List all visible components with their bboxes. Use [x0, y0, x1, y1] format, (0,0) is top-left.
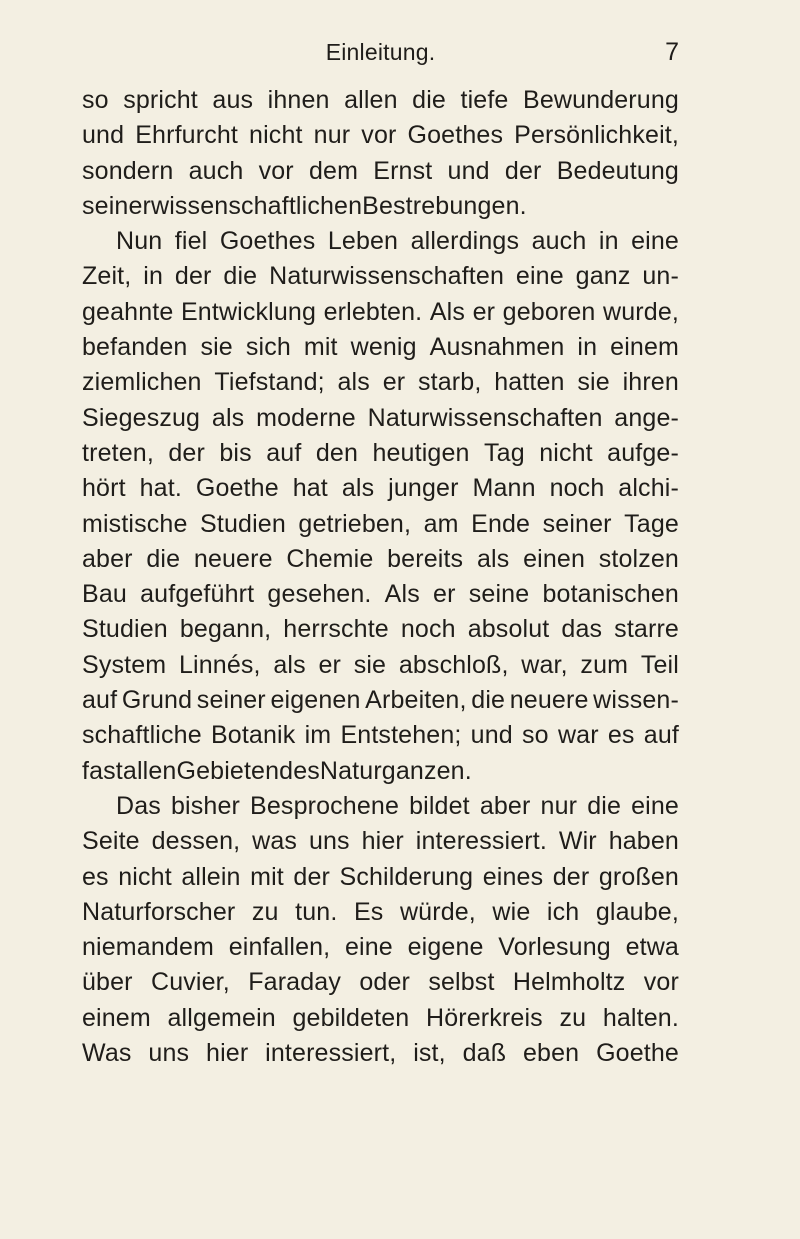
word: Goethe	[195, 474, 279, 503]
word: geahnte	[82, 297, 174, 326]
word: Studien	[200, 509, 286, 538]
text-line	[82, 330, 679, 365]
word: war	[557, 721, 599, 750]
word: glaube,	[595, 897, 679, 926]
word: ziemlichen	[82, 368, 202, 397]
word: eine	[631, 791, 679, 820]
word: wie	[492, 897, 531, 926]
word: eigenen	[270, 686, 361, 715]
word: Zeit,	[82, 262, 132, 291]
word: Persönlichkeit,	[514, 121, 679, 150]
word: im	[304, 721, 332, 750]
word: heutigen	[372, 438, 470, 467]
word: als	[273, 650, 306, 679]
word: eine	[515, 262, 564, 291]
word: mit	[250, 862, 284, 891]
word: abschloß,	[398, 650, 509, 679]
text-line	[82, 118, 679, 153]
word: tun.	[295, 897, 338, 926]
word: Botanik	[210, 721, 296, 750]
text-line	[82, 542, 679, 577]
word: die	[223, 262, 258, 291]
word: als	[476, 544, 510, 573]
word: seiner	[542, 509, 612, 538]
word: selbst	[428, 968, 495, 997]
word: fast	[82, 756, 123, 785]
word: daß	[462, 1039, 507, 1068]
word: hat.	[139, 474, 182, 503]
text-line	[82, 1001, 679, 1036]
word: Nun	[116, 227, 163, 256]
word: seine	[468, 580, 530, 609]
word: der	[293, 862, 330, 891]
word: allerdings	[410, 227, 520, 256]
text-line	[82, 754, 679, 789]
word: aber	[82, 544, 133, 573]
word: Entstehen;	[340, 721, 462, 750]
word: junger	[388, 474, 459, 503]
word: Tiefstand;	[214, 368, 325, 397]
word: Schilderung	[339, 862, 474, 891]
text-line	[82, 648, 679, 683]
word: Gebieten	[176, 756, 280, 785]
word: aufge-	[607, 438, 679, 467]
word: eigene	[407, 933, 484, 962]
word: Als	[384, 580, 420, 609]
word: spricht	[123, 86, 198, 114]
word: den	[315, 438, 359, 467]
word: Wir	[558, 827, 597, 856]
word: Vorlesung	[498, 933, 611, 962]
word: eines	[482, 862, 544, 891]
word: begann,	[179, 615, 272, 644]
word: die	[587, 791, 621, 820]
text-line	[82, 789, 679, 824]
word: Es	[353, 897, 384, 926]
word: der	[552, 862, 590, 891]
word: Hörerkreis	[426, 1003, 543, 1032]
word: vor	[258, 156, 294, 185]
word: einem	[610, 333, 679, 362]
word: hört	[82, 474, 126, 503]
word: mistische	[82, 509, 188, 538]
word: nicht	[249, 121, 303, 150]
word: so	[522, 721, 549, 750]
running-title: Einleitung.	[325, 39, 436, 65]
word: er	[433, 580, 456, 609]
word: eine	[345, 933, 393, 962]
word: oder	[359, 968, 410, 997]
word: Studien	[82, 615, 168, 644]
word: treten,	[82, 438, 154, 467]
word: Das	[116, 791, 161, 820]
word: Besprochene	[250, 791, 400, 820]
word: seiner	[196, 686, 266, 715]
word: dessen,	[151, 827, 241, 856]
word: Faraday	[248, 968, 341, 997]
text-line	[82, 401, 679, 436]
word: hier	[361, 827, 404, 856]
word: moderne	[256, 403, 356, 432]
word: nicht	[118, 862, 172, 891]
word: und	[82, 121, 125, 150]
text-line	[82, 471, 679, 506]
word: uns	[308, 827, 350, 856]
text-line	[82, 295, 679, 330]
word: erlebten.	[323, 297, 423, 326]
text-line	[82, 189, 679, 224]
word: auf	[266, 438, 302, 467]
word: allgemein	[167, 1003, 276, 1032]
word: uns	[148, 1039, 190, 1068]
word: auch	[531, 227, 587, 256]
text-line	[82, 718, 679, 753]
word: ganz	[575, 262, 631, 291]
word: neuere	[509, 686, 589, 715]
word: einen	[523, 544, 585, 573]
word: auch	[188, 156, 244, 185]
word: fiel	[174, 227, 208, 256]
word: Chemie	[286, 544, 374, 573]
word: sich	[245, 333, 291, 362]
text-line	[82, 365, 679, 400]
word: neuere	[193, 544, 273, 573]
word: getrieben,	[298, 509, 412, 538]
text-line	[82, 965, 679, 1000]
word: sie	[200, 333, 233, 362]
word: zu	[251, 897, 279, 926]
text-line	[82, 507, 679, 542]
text-line	[82, 436, 679, 471]
word: bereits	[387, 544, 464, 573]
word: Ernst	[373, 156, 433, 185]
word: Leben	[327, 227, 399, 256]
word: System	[82, 650, 167, 679]
word: Teil	[640, 650, 679, 679]
page-number: 7	[665, 38, 679, 66]
word: wissenschaftlichen	[151, 191, 363, 220]
word: gebildeten	[292, 1003, 410, 1032]
text-line	[82, 612, 679, 647]
word: Goethe	[596, 1039, 679, 1068]
word: Ausnahmen	[429, 333, 565, 362]
word: aber	[479, 791, 531, 820]
text-line	[82, 930, 679, 965]
word: großen	[598, 862, 679, 891]
word: Was	[82, 1039, 132, 1068]
word: allen	[344, 86, 398, 114]
word: nur	[313, 121, 351, 150]
word: Tage	[624, 509, 679, 538]
word: starre	[614, 615, 679, 644]
word: aus	[212, 86, 254, 114]
word: un-	[642, 262, 679, 291]
word: aufgeführt	[140, 580, 255, 609]
word: auf	[82, 686, 118, 715]
word: war,	[521, 650, 568, 679]
word: einfallen,	[228, 933, 331, 962]
word: niemandem	[82, 933, 214, 962]
word: sie	[353, 650, 387, 679]
word: in	[577, 333, 598, 362]
word: und	[470, 721, 513, 750]
word: Siegeszug	[82, 403, 201, 432]
word: hat	[292, 474, 328, 503]
word: interessiert,	[265, 1039, 397, 1068]
word: Seite	[82, 827, 140, 856]
word: Arbeiten,	[365, 686, 467, 715]
word: sie	[577, 368, 610, 397]
word: dem	[308, 156, 359, 185]
word: nicht	[539, 438, 593, 467]
word: zu	[559, 1003, 587, 1032]
word: in	[598, 227, 619, 256]
word: was	[252, 827, 298, 856]
word: Goethes	[407, 121, 504, 150]
word: bis	[219, 438, 252, 467]
text-line	[82, 683, 679, 718]
word: des	[279, 756, 320, 785]
word: Cuvier,	[151, 968, 230, 997]
text-line	[82, 154, 679, 189]
word: befanden	[82, 333, 188, 362]
word: herrschte	[283, 615, 389, 644]
word: absolut	[467, 615, 550, 644]
word: Goethes	[219, 227, 316, 256]
word: Bau	[82, 580, 127, 609]
word: seiner	[82, 191, 151, 220]
word: eine	[631, 227, 679, 256]
word: eben	[523, 1039, 580, 1068]
word: sondern	[82, 156, 174, 185]
word: es	[82, 862, 109, 891]
word: Entwicklung	[180, 297, 317, 326]
word: Helmholtz	[512, 968, 626, 997]
text-line	[82, 1036, 679, 1071]
word: interessiert.	[415, 827, 547, 856]
word: die	[146, 544, 181, 573]
word: am	[423, 509, 459, 538]
text-line	[82, 577, 679, 612]
word: er	[472, 297, 496, 326]
word: nur	[540, 791, 578, 820]
text-line	[82, 83, 679, 118]
word: so	[82, 86, 109, 114]
word: bisher	[170, 791, 240, 820]
word: Tag	[484, 438, 525, 467]
word: botanischen	[542, 580, 679, 609]
word: er	[318, 650, 341, 679]
word: die	[471, 686, 506, 715]
word: ange-	[614, 403, 679, 432]
word: der	[504, 156, 542, 185]
body-text	[82, 83, 679, 1071]
text-line	[82, 824, 679, 859]
word: Linnés,	[178, 650, 261, 679]
word: hatten	[494, 368, 565, 397]
text-line	[82, 895, 679, 930]
word: Ehrfurcht	[135, 121, 238, 150]
word: als	[337, 368, 370, 397]
word: wenig	[350, 333, 417, 362]
word: Bewunderung	[523, 86, 679, 114]
word: starb,	[417, 368, 482, 397]
word: einem	[82, 1003, 151, 1032]
word: etwa	[625, 933, 679, 962]
word: vor	[643, 968, 679, 997]
word: alchi-	[618, 474, 679, 503]
word: noch	[400, 615, 456, 644]
word: allen	[122, 756, 177, 785]
word: Bedeutung	[556, 156, 679, 185]
word: ist,	[413, 1039, 446, 1068]
word: halten.	[602, 1003, 679, 1032]
word: würde,	[399, 897, 476, 926]
word: gesehen.	[267, 580, 372, 609]
word: Naturwissenschaften	[367, 403, 603, 432]
word: als	[211, 403, 245, 432]
word: allein	[181, 862, 241, 891]
text-line	[82, 224, 679, 259]
word: als	[341, 474, 375, 503]
word: er	[382, 368, 406, 397]
word: Naturganzen.	[319, 756, 472, 785]
word: das	[561, 615, 603, 644]
word: der	[174, 262, 212, 291]
word: zum	[580, 650, 629, 679]
word: der	[168, 438, 205, 467]
text-line	[82, 259, 679, 294]
word: Ende	[471, 509, 531, 538]
word: noch	[549, 474, 605, 503]
word: ihren	[622, 368, 679, 397]
word: Naturwissenschaften	[269, 262, 505, 291]
word: stolzen	[598, 544, 679, 573]
word: vor	[361, 121, 397, 150]
word: auf	[643, 721, 679, 750]
word: und	[447, 156, 490, 185]
word: haben	[608, 827, 679, 856]
word: geboren	[502, 297, 596, 326]
word: Grund	[121, 686, 193, 715]
word: wissen-	[593, 686, 679, 715]
word: Als	[429, 297, 465, 326]
word: Naturforscher	[82, 897, 236, 926]
word: Mann	[472, 474, 536, 503]
word: in	[143, 262, 164, 291]
word: mit	[303, 333, 338, 362]
word: ihnen	[267, 86, 330, 114]
word: wurde,	[603, 297, 679, 326]
running-head	[82, 34, 679, 70]
word: Bestrebungen.	[362, 191, 527, 220]
text-line	[82, 860, 679, 895]
word: tiefe	[460, 86, 509, 114]
word: bildet	[409, 791, 470, 820]
word: über	[82, 968, 133, 997]
word: hier	[206, 1039, 249, 1068]
word: ich	[546, 897, 580, 926]
word: schaftliche	[82, 721, 202, 750]
word: es	[607, 721, 635, 750]
word: die	[412, 86, 446, 114]
